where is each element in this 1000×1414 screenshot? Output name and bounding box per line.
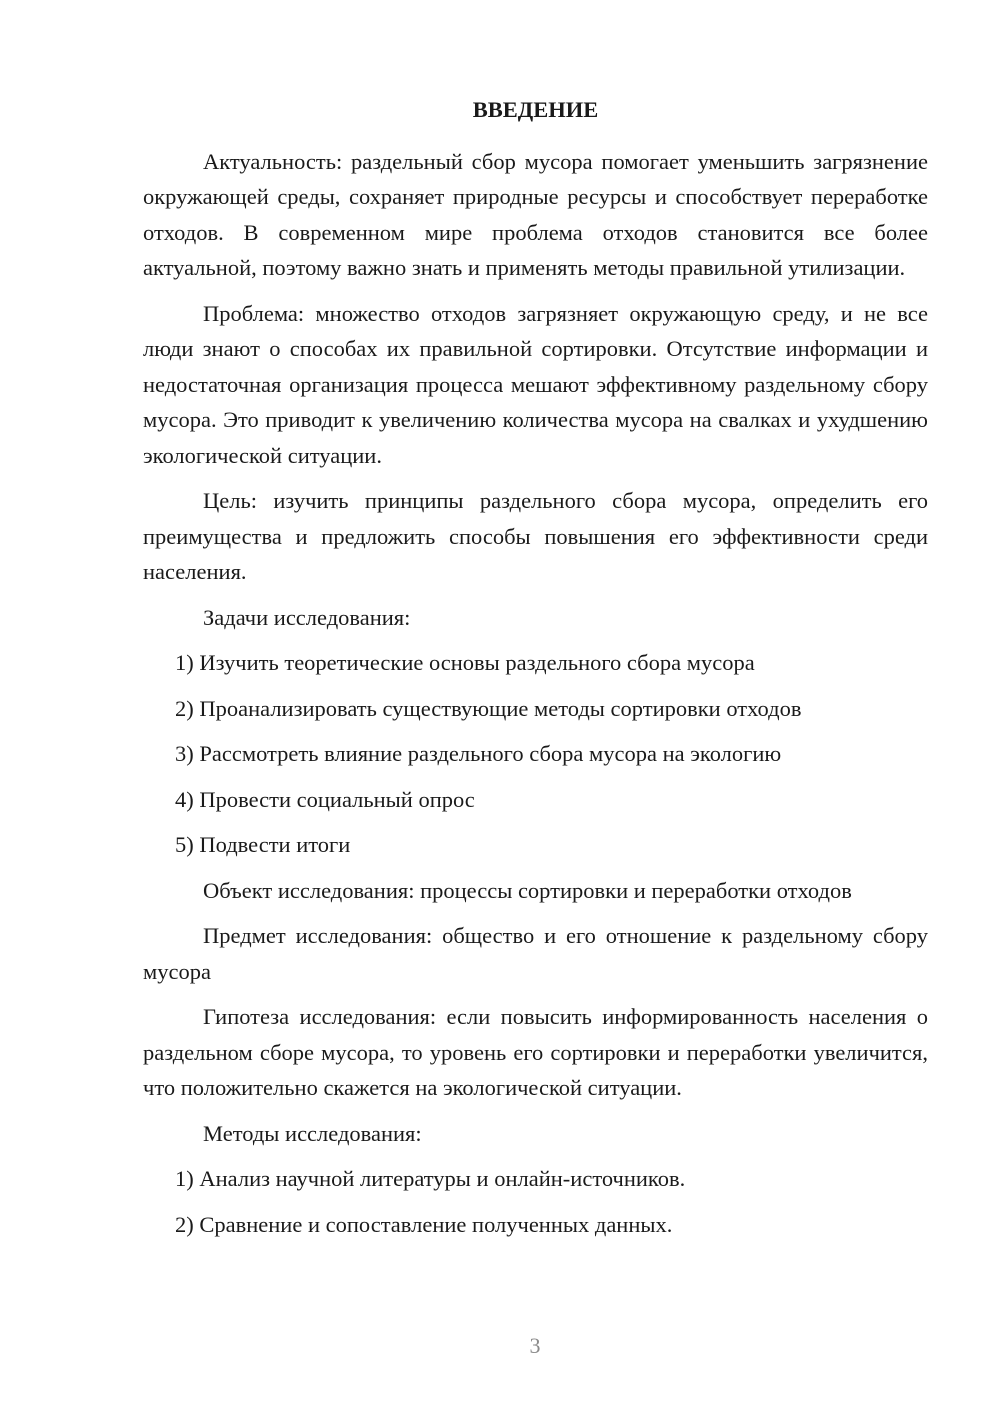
page-title: ВВЕДЕНИЕ	[472, 97, 599, 122]
methods-label: Методы исследования:	[203, 1120, 422, 1146]
document-page	[143, 92, 928, 1242]
task-item: 3) Рассмотреть влияние раздельного сбора мусора на экологию	[175, 741, 782, 766]
task-item: 1) Изучить теоретические основы раздельного сбора мусора	[175, 650, 755, 675]
tasks-label: Задачи исследования:	[203, 604, 411, 630]
relevance-paragraph: Актуальность: раздельный сбор мусора помогает уменьшить загрязнение окружающей среды, сохраняет природные ресурсы и способствует переработке отходов. В современном мире проблема отходов становится все более актуальной, поэтому важно знать и применять методы правильной утилизации.	[143, 148, 928, 280]
task-item: 4) Провести социальный опрос	[175, 786, 475, 812]
goal-paragraph: Цель: изучить принципы раздельного сбора мусора, определить его преимущества и предложить способы повышения его эффективности среди населения.	[143, 488, 928, 584]
subject-paragraph: Предмет исследования: общество и его отношение к раздельному сбору мусора	[143, 923, 928, 984]
hypothesis-paragraph: Гипотеза исследования: если повысить информированность населения о раздельном сборе мусора, то уровень его сортировки и переработки увеличится, что положительно скажется на экологической ситуации.	[143, 1004, 928, 1100]
method-item: 1) Анализ научной литературы и онлайн-источников.	[175, 1166, 686, 1191]
problem-paragraph: Проблема: множество отходов загрязняет окружающую среду, и не все люди знают о способах их правильной сортировки. Отсутствие информации и недостаточная организация процесса мешают эффективному раздельному сбору мусора. Это приводит к увеличению количества мусора на свалках и ухудшению экологической ситуации.	[143, 300, 928, 468]
object-paragraph: Объект исследования: процессы сортировки и переработки отходов	[203, 877, 852, 903]
task-item: 5) Подвести итоги	[175, 832, 351, 857]
method-item: 2) Сравнение и сопоставление полученных данных.	[175, 1211, 673, 1237]
page-number: 3	[529, 1333, 541, 1358]
task-item: 2) Проанализировать существующие методы сортировки отходов	[175, 695, 802, 721]
